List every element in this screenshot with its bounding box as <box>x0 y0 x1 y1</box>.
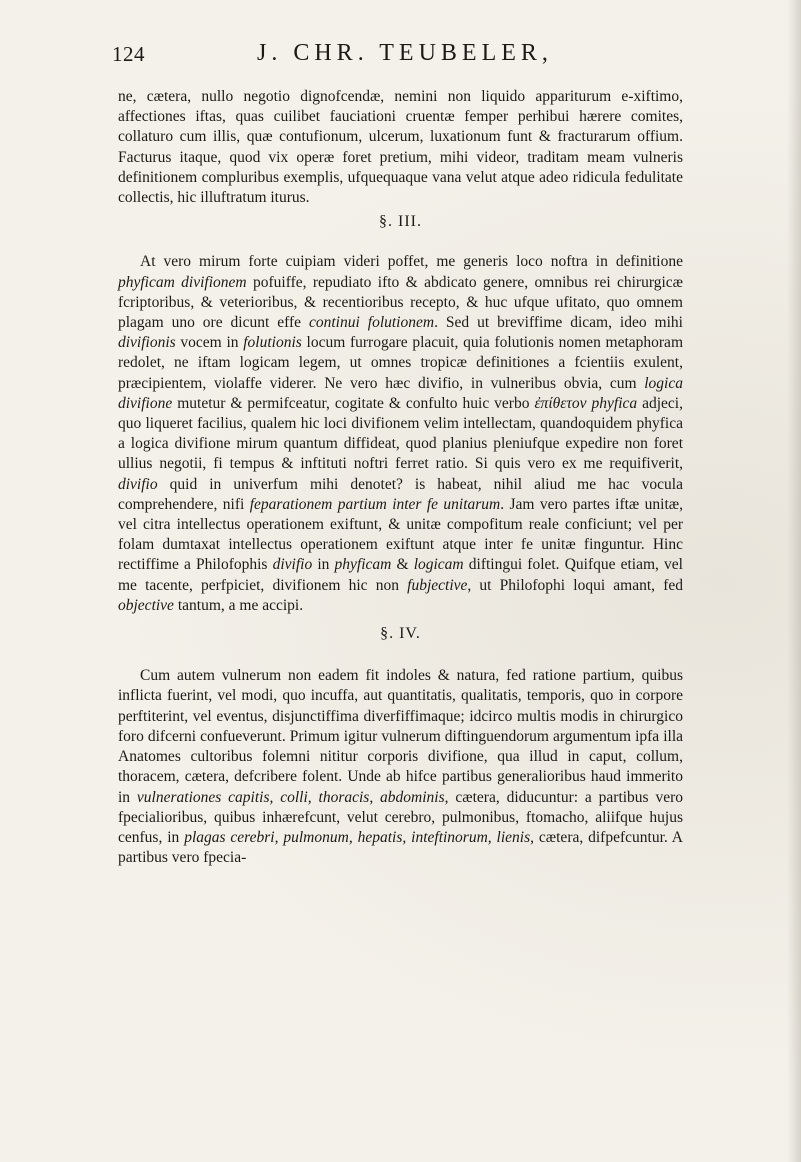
text-run: , cætera, difpefcuntur. A partibus vero fpecia- <box>118 828 683 867</box>
page-header <box>112 40 672 70</box>
italic-term: phyficam <box>334 556 392 574</box>
text-run: At vero mirum forte cuipiam videri poffet, me generis loco noftra in definitione <box>140 253 683 271</box>
italic-term: logicam <box>413 556 464 574</box>
italic-term: divifionis <box>118 334 176 352</box>
text-run: mutetur & permifceatur, cogitate & confulto huic verbo <box>172 394 535 412</box>
paragraph-continuation <box>118 87 683 208</box>
text-run: , ut Philofophi loqui amant, fed <box>467 576 683 594</box>
text-run: adjeci, quo liqueret facilius, qualem hic loci divifionem velim intellectam, quandoquidem phyfica a logica divifione mirum quantum diffideat, quod planius pleniufque expedire non foret ullius negotii, fi tempus & inftituti noftri ferret ratio. Si quis vero ex me requifiverit, <box>118 394 683 473</box>
text-run: . Jam vero partes iftæ unitæ, vel citra intellectus operationem exiftunt, & unitæ compofitum reale conficiunt; vel per folam dumtaxat intellectus operationem exiftunt atque inter fe unitæ finguntur. Hinc rectiffime a Philofophis <box>118 495 683 574</box>
text-run: & <box>391 556 414 574</box>
text-run: , cætera, diducuntur: a partibus vero fpecialioribus, quibus inhærefcunt, velut cerebro, pulmonibus, ftomacho, aliifque hujus cenfus, in <box>118 788 683 846</box>
italic-term: fubjective <box>407 576 468 594</box>
italic-term: vulnerationes capitis, colli, thoracis, abdominis <box>136 788 445 806</box>
italic-term: objective <box>118 596 174 614</box>
text-run: locum furrogare placuit, quia folutionis nomen metaphoram redolet, ne iftam logicam legem, ut omnes tropicæ definitiones a fcientiis exulent, præcipientem, violaffe viderer. Ne vero hæc divifio, in vulneribus obvia, cum <box>118 334 683 392</box>
italic-term: divifio <box>272 556 313 574</box>
text-run: . Sed ut breviffime dicam, ideo mihi <box>434 314 683 332</box>
italic-term: ἐπίθετον phyfica <box>534 394 638 412</box>
running-head: J. CHR. TEUBELER, <box>257 40 553 66</box>
paragraph-section-4 <box>118 666 683 868</box>
text-run: in <box>312 556 335 574</box>
italic-term: folutionis <box>243 334 302 352</box>
text-run: diftingui folet. Quifque etiam, vel me tacente, perfpiciet, divifionem hic non <box>118 556 683 594</box>
paragraph-section-3 <box>118 252 683 616</box>
section-heading-3: §. III. <box>379 213 422 231</box>
text-run: Cum autem vulnerum non eadem fit indoles & natura, fed ratione partium, quibus inflicta fuerint, vel modi, quo incuffa, aut quantitatis, qualitatis, temporis, quo in corpore perftiterint, vel eventus, disjunctiffima diverfiffimaque; idcirco multis modis in chirurgico foro difcerni confueverunt. Primum igitur vulnerum diftinguendorum argumentum ipfa illa Anatomes cultoribus folemni nititur corporis divifione, qua illud in caput, collum, thoracem, cætera, defcribere folent. Unde ab hifce partibus generalioribus haud immerito in <box>118 667 683 806</box>
text-run: tantum, a me accipi. <box>173 596 304 614</box>
text-run: pofuiffe, repudiato ifto & abdicato genere, omnibus rei chirurgicæ fcriptoribus, & veterioribus, & recentioribus recepto, & huc ufque ufitato, quo omnem plagam uno ore dicunt effe <box>118 273 683 332</box>
text-run: ne, cætera, nullo negotio dignofcendæ, nemini non liquido appariturum e-xiftimo, affectiones iftas, quas cuilibet fauciationi cruentæ femper perhibui hærere comites, collaturo cum illis, quæ contufionum, ulcerum, luxationum funt & fracturarum offium. Facturus itaque, quod vix operæ foret pretium, mihi videor, traditam meam vulneris definitionem compluribus exemplis, ufquequaque vana velut atque adeo ridicula fedulitate collectis, hic illuftratum iturus. <box>118 88 683 207</box>
page-number: 124 <box>112 42 145 66</box>
main-text <box>118 87 683 868</box>
italic-term: phyficam divifionem <box>118 273 247 291</box>
italic-term: plagas cerebri, pulmonum, hepatis, inteftinorum, lienis <box>184 828 531 846</box>
text-run: vocem in <box>175 334 244 352</box>
italic-term: logica divifione <box>118 374 683 412</box>
text-run: quid in univerfum mihi denotet? is habeat, nihil aliud me hac vocula comprehendere, nifi <box>118 475 683 513</box>
italic-term: continui folutionem <box>309 314 435 332</box>
section-heading-4: §. IV. <box>380 625 421 643</box>
italic-term: divifio <box>118 475 158 493</box>
italic-term: feparationem partium inter fe unitarum <box>249 495 501 513</box>
page-edge-shadow <box>787 0 801 1162</box>
